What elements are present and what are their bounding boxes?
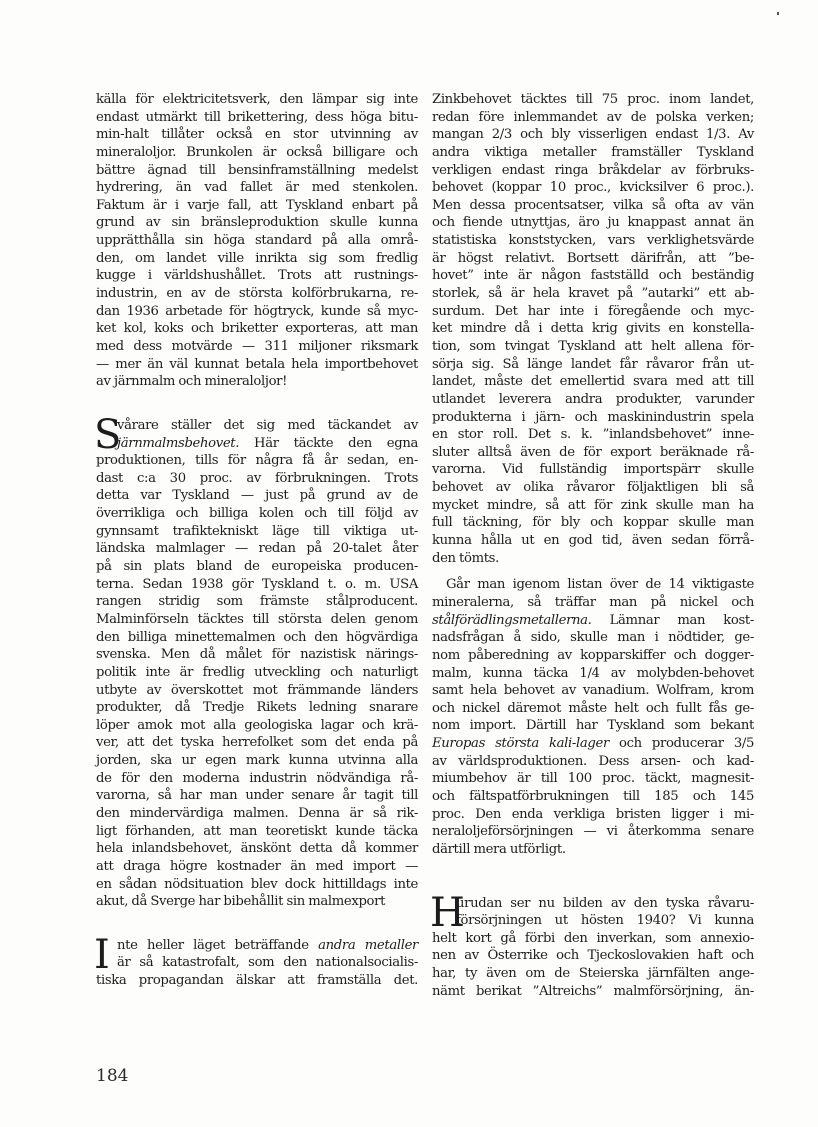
drop-cap: I: [94, 931, 110, 978]
text-line: upprätthålla sin höga standard på alla områ-: [96, 233, 418, 249]
text-line: en stor roll. Det s. k. ”inlandsbehovet” inne-: [432, 427, 754, 443]
text-line: behovet av olika råvaror följaktligen bli så: [432, 480, 754, 496]
text-line: — mer än väl kunnat betala hela importbehovet: [96, 356, 418, 372]
text-line: den, om landet ville inrikta sig som fredlig: [96, 250, 418, 266]
text-line: [432, 735, 754, 753]
paragraph-minerals: [432, 576, 754, 858]
text-line: akut, då Sverge har bibehållit sin malmexport: [96, 894, 386, 910]
text-line: produktionen, tills för några få år sedan, en-: [96, 453, 418, 469]
text-line: dast c:a 30 proc. av förbrukningen. Trots: [96, 470, 418, 486]
text-line: med dess motvärde — 311 miljoner riksmark: [96, 338, 418, 354]
text-line: de för den moderna industrin nödvändiga rå-: [96, 770, 418, 786]
text-line: sluter alltså även de för export beräknade rå-: [432, 444, 754, 460]
left-column: [96, 91, 418, 990]
text-line: hydrering, än vad fallet är med stenkolen.: [96, 180, 418, 196]
text-line: Faktum är i varje fall, att Tyskland enbart på: [96, 197, 418, 213]
text-line: utbyte av överskottet mot främmande länders: [96, 682, 418, 698]
text-line: [96, 435, 418, 453]
text-line: svenska. Men då målet för nazistisk närings-: [96, 647, 418, 663]
drop-cap: H: [430, 889, 465, 936]
text-line: full täckning, för bly och koppar skulle man: [432, 515, 754, 531]
text-line: den tömts.: [432, 550, 499, 566]
text-line: en sådan nödsituation blev dock hittilldags inte: [96, 876, 418, 892]
text-line: den billiga minettemalmen och den högvärdiga: [96, 629, 418, 645]
text-line: endast utmärkt till brikettering, dess höga bitu-: [96, 109, 418, 125]
text-line: gynnsamt trafiktekniskt läge till viktiga ut-: [96, 523, 418, 539]
text-line: produkter, då Tredje Rikets ledning snarare: [96, 700, 418, 716]
print-speck: [777, 12, 779, 15]
text-line: mineraloljor. Brunkolen är också billigare och: [96, 144, 418, 160]
text-line: storlek, så är hela kravet på ”autarki” ett ab-: [432, 286, 754, 302]
text-line: bättre ägnad till bensinframställning medelst: [96, 162, 418, 178]
text-line: jorden, ska ur egen mark kunna utvinna alla: [96, 753, 418, 769]
text-line: dan 1936 arbetade för högtryck, kunde så myc-: [96, 303, 418, 319]
italic-term: andra metaller: [318, 937, 418, 953]
text-line: [96, 937, 418, 955]
text-line: rangen stridig som främste stålproducent.: [96, 594, 418, 610]
text-line: Går man igenom listan över de 14 viktigaste: [446, 577, 754, 593]
paragraph-other-metals: [94, 931, 418, 990]
paragraph-coal: [96, 91, 418, 391]
italic-term: Europas största kali-lager: [432, 736, 609, 752]
text-line: mangan 2/3 och bly visserligen endast 1/3. Av: [432, 127, 754, 143]
text-line: på sin plats bland de europeiska producen-: [96, 559, 418, 575]
paragraph-autumn-1940: [430, 889, 754, 1001]
text-line: därtill mera utförligt.: [432, 841, 566, 857]
text-line: industrin, en av de största kolförbrukarna, re-: [96, 286, 418, 302]
text-line: redan före inlemmandet av de polska verken;: [432, 109, 754, 125]
text-line: hela inlandsbehovet, änskönt detta då kommer: [96, 841, 418, 857]
text-line: vårare ställer det sig med täckandet av: [117, 417, 418, 433]
text-line: politik inte är fredlig utveckling och naturligt: [96, 664, 418, 680]
text-line: kugge i världshushållet. Trots att rustnings-: [96, 268, 418, 284]
text-line: är högst relativt. Bortsett därifrån, att ”be-: [432, 250, 754, 266]
text-line: [432, 612, 754, 630]
paragraph-zinc: [432, 91, 754, 567]
text-line: ver, att det tyska herrefolket som det enda på: [96, 735, 418, 751]
text-line: urudan ser nu bilden av den tyska råvaru-: [456, 895, 754, 911]
italic-term: stålförädlingsmetallerna.: [432, 612, 592, 628]
page-number: 184: [96, 1066, 129, 1086]
text-line: källa för elektricitetsverk, den lämpar sig inte: [96, 92, 418, 107]
text-line: hovet” inte är någon fastställd och beständig: [432, 268, 754, 284]
text-line: nadsfrågan å sido, skulle man i nödtider, ge-: [432, 630, 754, 646]
text-line: miumbehov är till 100 proc. täckt, magnesit-: [432, 771, 754, 787]
text-line: surdum. Det har inte i föregående och myc-: [432, 303, 754, 319]
text-span: Här täckte den egna: [239, 435, 418, 451]
text-line: Malminförseln täcktes till största delen genom: [96, 611, 418, 627]
text-line: att draga högre kostnader än med import —: [96, 858, 418, 874]
text-line: av järnmalm och mineraloljor!: [96, 374, 288, 390]
paragraph-iron-ore: [94, 411, 418, 911]
text-line: den mindervärdiga malmen. Denna är så rik-: [96, 805, 418, 821]
text-span: och producerar 3/5: [608, 736, 754, 752]
text-line: neraloljeförsörjningen — vi återkomma senare: [432, 824, 754, 840]
text-line: tiska propagandan älskar att framställa det.: [96, 973, 418, 989]
drop-cap: S: [94, 411, 122, 458]
text-line: Zinkbehovet täcktes till 75 proc. inom landet,: [432, 92, 754, 107]
text-line: samt hela behovet av vanadium. Wolfram, krom: [432, 683, 754, 699]
text-span: Lämnar man kost-: [591, 612, 754, 628]
text-line: mineralerna, så träffar man på nickel och: [432, 594, 754, 610]
text-line: ket mindre då i detta krig givits en konstella-: [432, 321, 754, 337]
italic-term: järnmalmsbehovet.: [117, 435, 240, 451]
text-line: och fiende utnyttjas, äro ju knappast annat än: [432, 215, 754, 231]
text-line: andra viktiga metaller framställer Tyskland: [432, 144, 754, 160]
right-column: [432, 91, 754, 1000]
text-line: och nickel däremot måste helt och fullt fås ge-: [432, 700, 754, 716]
text-line: av världsproduktionen. Dess arsen- och kad-: [432, 753, 754, 769]
text-line: ligt förhanden, att man teoretiskt kunde täcka: [96, 823, 418, 839]
text-line: är så katastrofalt, som den nationalsocialis-: [117, 955, 418, 971]
text-line: verkligen endast ringa bråkdelar av förbruks-: [432, 162, 754, 178]
text-line: ländska malmlager — redan på 20-talet åter: [96, 541, 418, 557]
text-line: varorna. Vid fullständig importspärr skulle: [432, 462, 754, 478]
text-line: nen av Österrike och Tjeckoslovakien haft och: [432, 948, 754, 964]
text-line: och fältspatförbrukningen till 185 och 145: [432, 788, 754, 804]
text-line: min-halt tillåter också en stor utvinning av: [96, 127, 418, 143]
text-line: har, ty även om de Steierska järnfälten ange-: [432, 966, 754, 982]
text-line: sörja sig. Så länge landet får råvaror från ut-: [432, 356, 754, 372]
text-line: löper amok mot alla geologiska lagar och krä-: [96, 717, 418, 733]
text-line: tion, som tvingat Tyskland att helt allena för-: [432, 338, 754, 354]
text-line: helt kort gå förbi den inverkan, som annexio-: [432, 930, 754, 946]
text-line: utlandet leverera andra produkter, varunder: [432, 391, 754, 407]
text-line: proc. Den enda verkliga bristen ligger i mi-: [432, 806, 754, 822]
text-line: försörjningen ut hösten 1940? Vi kunna: [456, 913, 754, 929]
text-line: statistiska konststycken, vars verklighetsvärde: [432, 233, 754, 249]
text-line: nämt berikat ”Altreichs” malmförsörjning, än-: [432, 983, 754, 999]
text-line: mycket mindre, så att för zink skulle man ha: [432, 497, 754, 513]
text-line: grund av sin bränsleproduktion skulle kunna: [96, 215, 418, 231]
text-line: nom påberedning av kopparskiffer och dogger-: [432, 647, 754, 663]
text-span: nte heller läget beträffande: [117, 937, 319, 953]
text-line: malm, kunna täcka 1/4 av molybden-behovet: [432, 665, 754, 681]
text-line: detta var Tyskland — just på grund av de: [96, 488, 418, 504]
text-line: produkterna i järn- och maskinindustrin spela: [432, 409, 754, 425]
text-line: Men dessa procentsatser, vilka så ofta av vän: [432, 197, 754, 213]
text-line: nom import. Därtill har Tyskland som bekant: [432, 718, 754, 734]
text-line: terna. Sedan 1938 gör Tyskland t. o. m. USA: [96, 576, 418, 592]
text-line: varorna, så har man under senare år tagit till: [96, 788, 418, 804]
text-line: kunna hålla ut en god tid, även sedan förrå-: [432, 533, 754, 549]
text-line: landet, måste det emellertid svara med att till: [432, 374, 754, 390]
text-line: överrikliga och billiga kolen och till följd av: [96, 506, 418, 522]
text-line: behovet (koppar 10 proc., kvicksilver 6 proc.).: [432, 180, 754, 196]
text-line: ket kol, koks och briketter exporteras, att man: [96, 321, 418, 337]
